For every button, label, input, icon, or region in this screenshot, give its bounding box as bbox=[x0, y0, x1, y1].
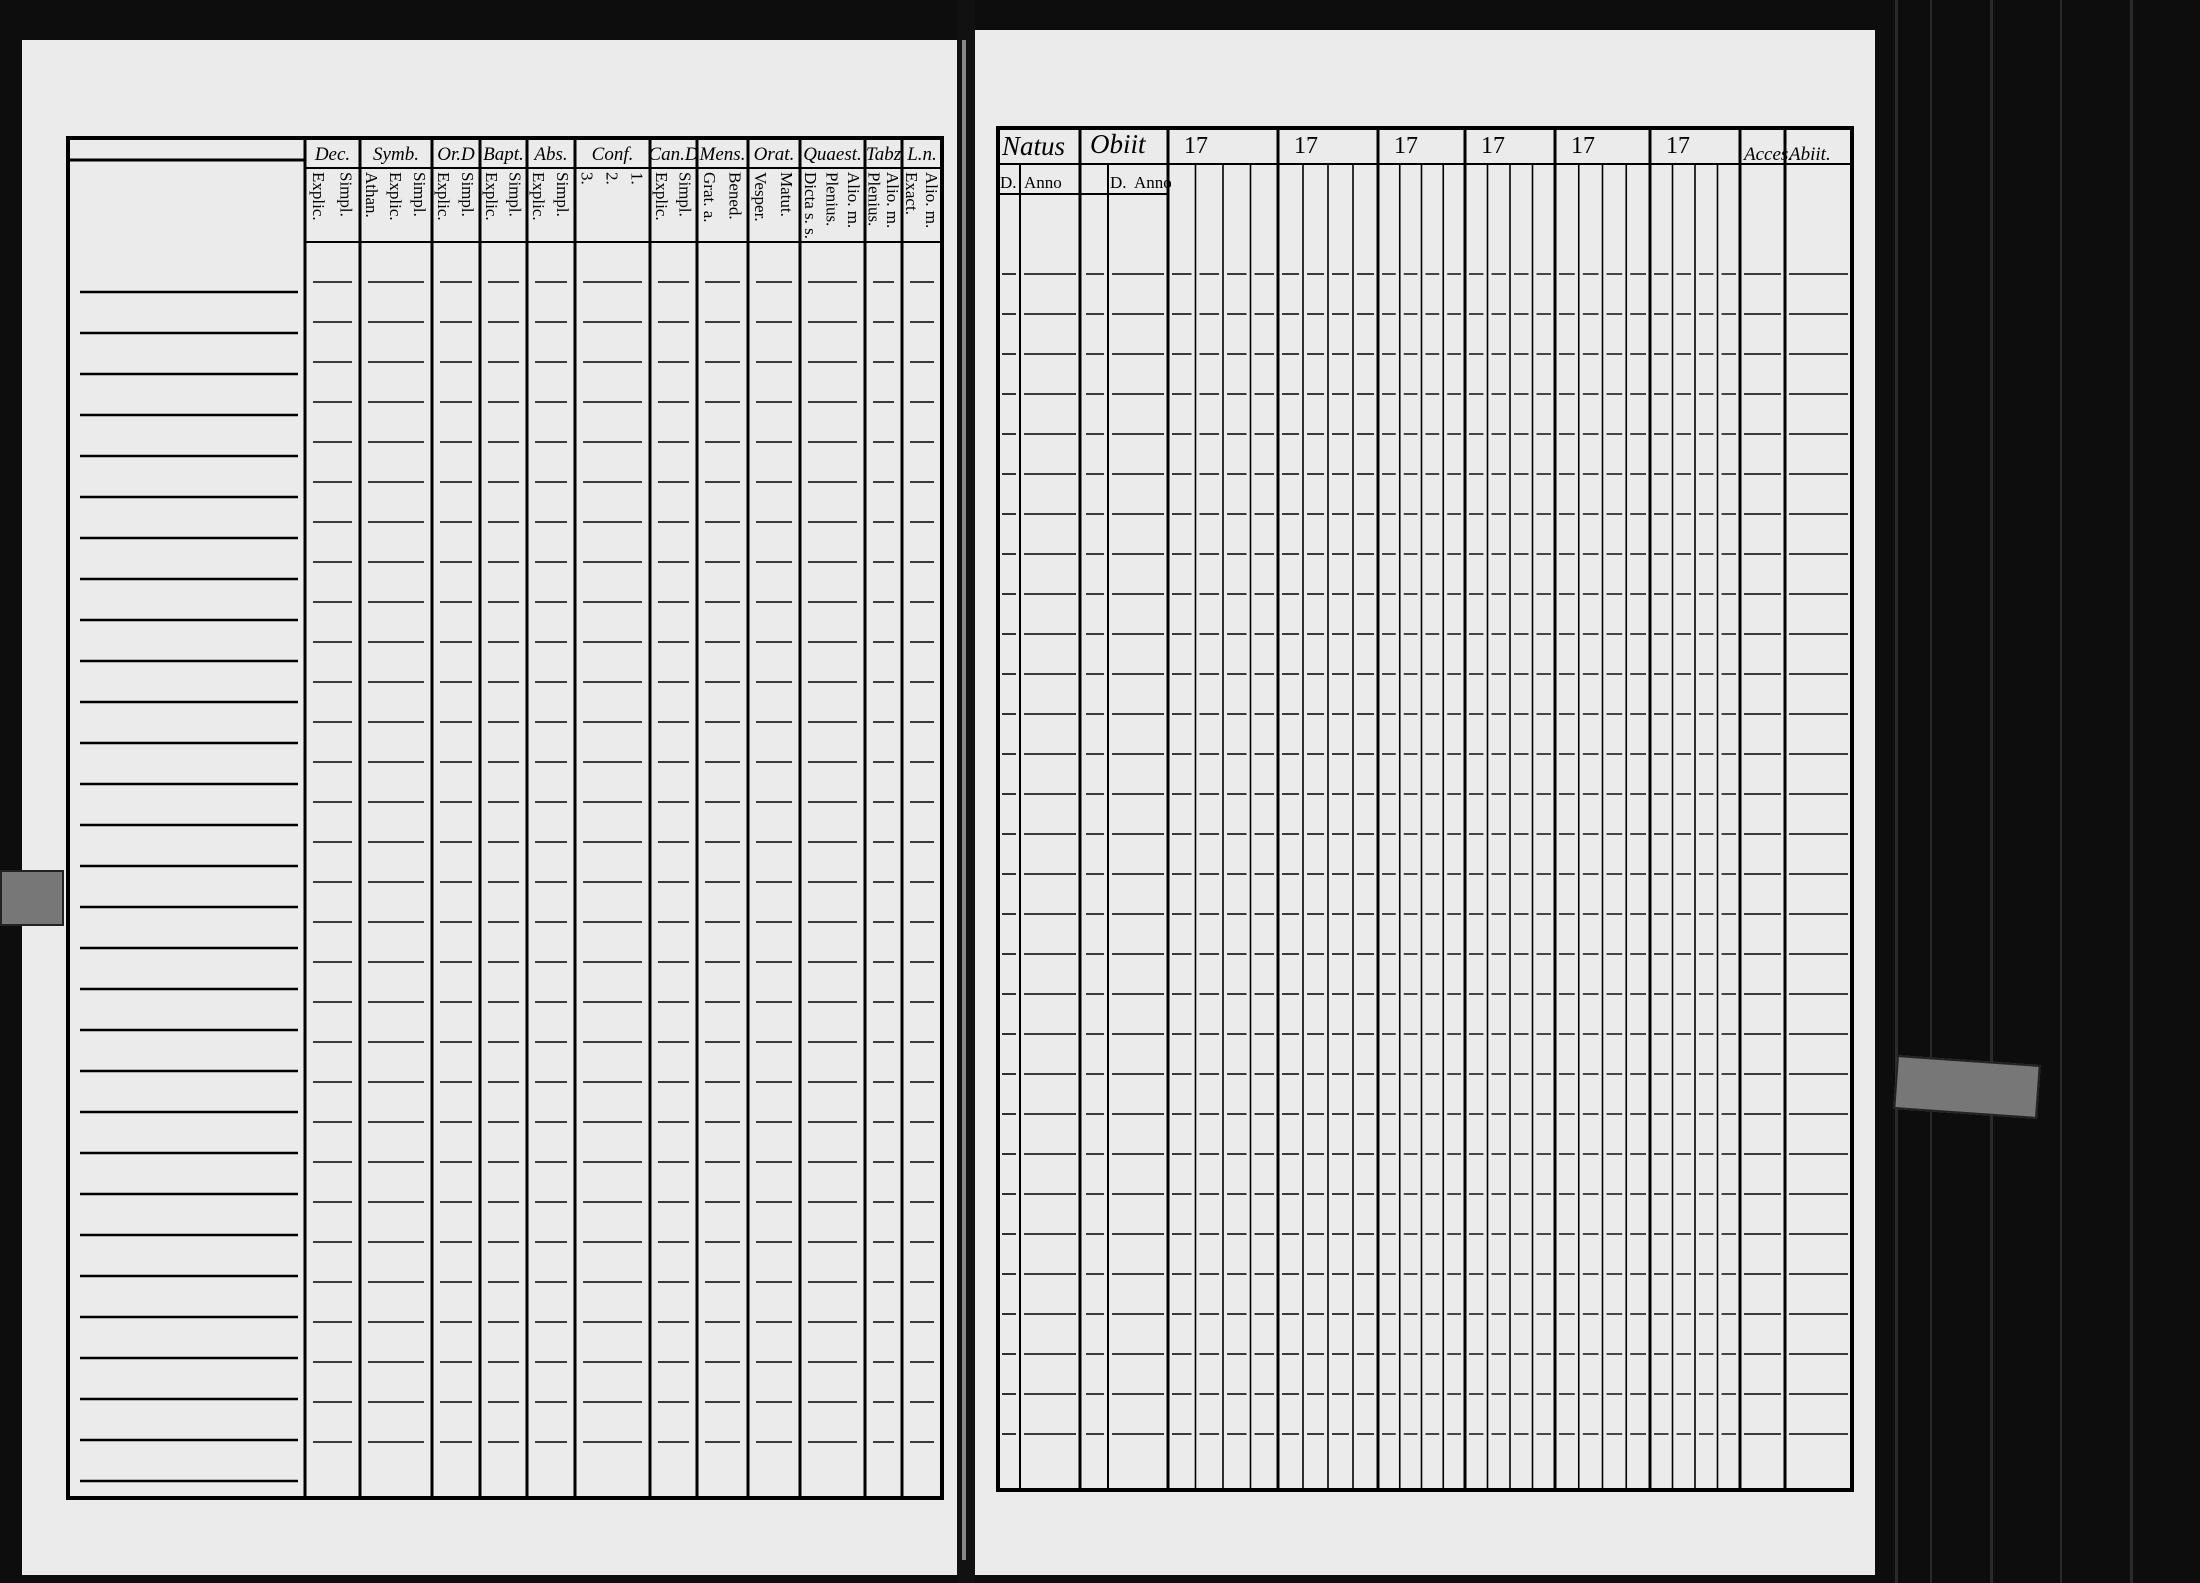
left-column-subheader: Simpl. bbox=[675, 172, 695, 217]
natus-header: Natus bbox=[1002, 131, 1066, 161]
left-column-subheader: Explic. bbox=[651, 172, 671, 221]
natus-year-label: Anno bbox=[1024, 173, 1062, 192]
left-column-subheader: Athan. bbox=[362, 172, 381, 218]
right-table-border bbox=[998, 128, 1852, 1490]
obiit-year-label: Anno bbox=[1134, 173, 1172, 192]
left-column-subheader: Exact. bbox=[902, 172, 921, 215]
left-column-header: Dec. bbox=[314, 144, 351, 165]
left-column-header: L.n. bbox=[907, 144, 937, 165]
left-column-subheader: Explic. bbox=[529, 172, 548, 221]
left-column-subheader: Vesper. bbox=[751, 172, 770, 222]
left-column-subheader: Alio. m. bbox=[922, 172, 941, 229]
left-column-subheader: Dicta s. s. bbox=[800, 172, 820, 240]
left-column-header: Can.D bbox=[648, 144, 699, 165]
left-column-subheader: Explic. bbox=[481, 172, 501, 221]
obiit-day-label: D. bbox=[1110, 173, 1127, 192]
left-column-header: Quaest. bbox=[803, 144, 862, 165]
left-column-subheader: Explic. bbox=[434, 172, 453, 221]
left-column-subheader: Plenius. bbox=[822, 172, 842, 227]
left-column-subheader: Matut. bbox=[777, 172, 796, 217]
left-column-header: Mens. bbox=[699, 144, 746, 165]
left-column-subheader: Alio. m. bbox=[882, 172, 902, 229]
accessit-header: Acces. bbox=[1744, 144, 1794, 165]
natus-day-label: D. bbox=[1000, 173, 1017, 192]
left-column-subheader: 1. bbox=[627, 172, 647, 185]
obiit-header: Obiit bbox=[1090, 129, 1146, 159]
left-column-subheader: Alio. m. bbox=[844, 172, 864, 229]
left-column-subheader: Simpl. bbox=[553, 172, 572, 217]
left-column-subheader: Explic. bbox=[386, 172, 405, 221]
year-column-header: 17 bbox=[1666, 133, 1690, 159]
left-column-subheader: Simpl. bbox=[505, 172, 525, 217]
left-column-header: Or.D bbox=[437, 144, 475, 165]
left-column-subheader: Explic. bbox=[308, 172, 328, 221]
left-column-header: Orat. bbox=[753, 144, 795, 165]
year-column-header: 17 bbox=[1184, 133, 1208, 159]
left-column-subheader: Bened. bbox=[725, 172, 745, 220]
left-column-subheader: 2. bbox=[602, 172, 622, 185]
year-column-header: 17 bbox=[1394, 133, 1418, 159]
left-column-header: Abs. bbox=[534, 144, 568, 165]
left-column-header: Tabz bbox=[865, 144, 902, 165]
left-column-header: Bapt. bbox=[483, 144, 524, 165]
left-column-subheader: Simpl. bbox=[410, 172, 429, 217]
left-column-header: Symb. bbox=[373, 144, 419, 165]
abiit-header: Abiit. bbox=[1789, 144, 1831, 165]
left-column-header: Conf. bbox=[591, 144, 634, 165]
left-column-subheader: Simpl. bbox=[336, 172, 356, 217]
left-table-border bbox=[68, 138, 942, 1498]
year-column-header: 17 bbox=[1571, 133, 1595, 159]
year-column-header: 17 bbox=[1294, 133, 1318, 159]
year-column-header: 17 bbox=[1481, 133, 1505, 159]
left-column-subheader: Simpl. bbox=[458, 172, 477, 217]
left-column-subheader: 3. bbox=[577, 172, 597, 185]
left-column-subheader: Grat. a. bbox=[699, 172, 719, 223]
left-column-subheader: Plenius. bbox=[864, 172, 884, 227]
